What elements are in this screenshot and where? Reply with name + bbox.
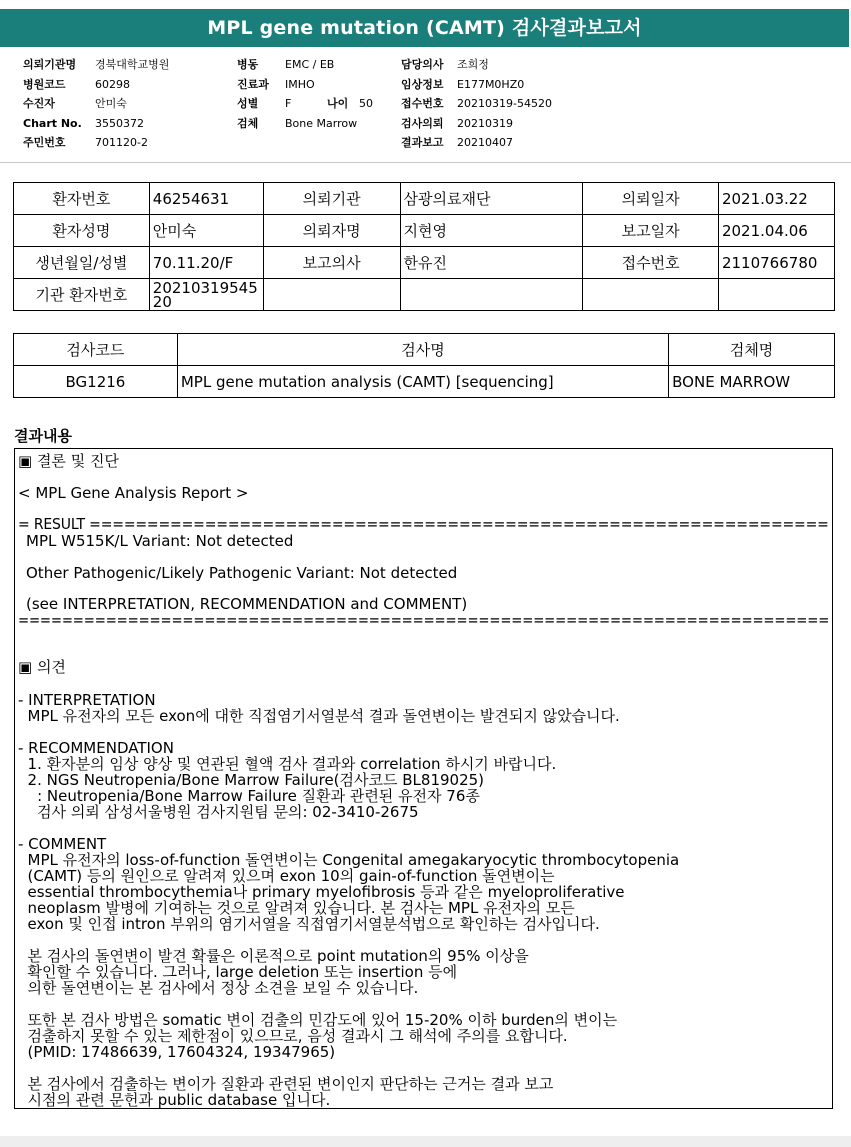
header-value: Bone Marrow xyxy=(285,116,358,130)
test-name-cell: MPL gene mutation analysis (CAMT) [sequencing] xyxy=(177,366,668,398)
table-cell-label: 의뢰일자 xyxy=(583,183,719,215)
header-label: 검체 xyxy=(237,116,259,130)
header-value: 3550372 xyxy=(95,116,144,130)
comment-line: 본 검사의 돌연변이 발견 확률은 이론적으로 point mutation의 95% 이상을 xyxy=(18,947,529,965)
result-divider: = RESULT ================================================================ xyxy=(18,515,829,533)
table-cell-label: 보고의사 xyxy=(263,247,400,279)
header-accession-row xyxy=(401,94,552,114)
table-cell: 20210319545 20 xyxy=(149,279,263,311)
see-note: (see INTERPRETATION, RECOMMENDATION and COMMENT) xyxy=(26,595,468,613)
recommendation-line: : Neutropenia/Bone Marrow Failure 질환과 관련된 유전자 76종 xyxy=(18,787,480,805)
comment-heading: - COMMENT xyxy=(18,835,107,853)
table-cell-label: 의뢰자명 xyxy=(263,215,400,247)
table-cell: 한유진 xyxy=(400,247,583,279)
conclusion-heading: ▣ 결론 및 진단 xyxy=(18,452,119,470)
column-header: 검사코드 xyxy=(14,334,178,366)
header-doctor-row xyxy=(401,55,552,75)
header-label: 결과보고 xyxy=(401,136,444,149)
table-cell: 70.11.20/F xyxy=(149,247,263,279)
comment-line: (CAMT) 등의 원인으로 알려져 있으며 exon 10의 gain-of-function 돌연변이는 xyxy=(18,867,555,885)
test-code-cell: BG1216 xyxy=(14,366,178,398)
table-row xyxy=(14,215,835,247)
header-sex-row xyxy=(237,94,373,114)
header-patient-row xyxy=(23,94,169,114)
header-chart-row xyxy=(23,114,169,134)
header-label: 수진자 xyxy=(23,97,55,110)
header-clinical-row xyxy=(401,75,552,95)
header-hospital-code-row xyxy=(23,75,169,95)
double-divider: ========================================================================== xyxy=(18,611,830,629)
header-label: 성별 xyxy=(237,97,259,110)
comment-line: 검출하지 못할 수 있는 제한점이 있으므로, 음성 결과시 그 해석에 주의를 요합니다. xyxy=(18,1027,568,1045)
header-value: 701120-2 xyxy=(95,136,148,149)
header-value: 60298 xyxy=(95,77,130,91)
header-specimen-row xyxy=(237,114,373,134)
header-value: F xyxy=(285,97,292,110)
interpretation-heading: - INTERPRETATION xyxy=(18,691,156,709)
table-cell xyxy=(718,279,834,311)
comment-line: neoplasm 발병에 기여하는 것으로 알려져 있습니다. 본 검사는 MPL 유전자의 모든 xyxy=(18,899,575,917)
table-cell: 46254631 xyxy=(149,183,263,215)
header-request-row xyxy=(401,114,552,134)
table-cell-label: 의뢰기관 xyxy=(263,183,400,215)
comment-line: essential thrombocythemia나 primary myelofibrosis 등과 같은 myeloproliferative xyxy=(18,883,625,901)
header-value: 안미숙 xyxy=(95,97,127,110)
header-value: 조희정 xyxy=(457,58,489,71)
page-footer-strip xyxy=(0,1136,851,1147)
header-id-row xyxy=(23,133,169,153)
table-header-row xyxy=(14,334,835,366)
header-dept-row xyxy=(237,75,373,95)
header-value: E177M0HZ0 xyxy=(457,77,525,91)
table-cell xyxy=(263,279,400,311)
header-col2 xyxy=(237,55,373,133)
interpretation-text: MPL 유전자의 모든 exon에 대한 직접염기서열분석 결과 돌연변이는 발견되지 않았습니다. xyxy=(18,707,620,725)
header-value: 20210407 xyxy=(457,136,513,149)
header-report-row xyxy=(401,133,552,153)
age-value: 50 xyxy=(359,97,373,110)
comment-line: MPL 유전자의 loss-of-function 돌연변이는 Congenital amegakaryocytic thrombocytopenia xyxy=(18,851,680,869)
column-header: 검사명 xyxy=(177,334,668,366)
recommendation-line: 검사 의뢰 삼성서울병원 검사지원팀 문의: 02-3410-2675 xyxy=(18,803,419,821)
header-value: 20210319-54520 xyxy=(457,97,552,110)
pmid-line: (PMID: 17486639, 17604324, 19347965) xyxy=(18,1043,336,1061)
header-label: 의뢰기관명 xyxy=(23,58,77,71)
opinion-heading: ▣ 의견 xyxy=(18,658,66,676)
table-cell: 2110766780 xyxy=(718,247,834,279)
result-section-title: 결과내용 xyxy=(14,427,72,445)
comment-line: 시점의 관련 문헌과 public database 입니다. xyxy=(18,1091,331,1109)
specimen-cell: BONE MARROW xyxy=(669,366,835,398)
recommendation-line: 1. 환자분의 임상 양상 및 연관된 혈액 검사 결과와 correlation 하시기 바랍니다. xyxy=(18,755,557,773)
header-value: 20210319 xyxy=(457,116,513,130)
table-cell-label: 보고일자 xyxy=(583,215,719,247)
table-cell-label: 기관 환자번호 xyxy=(14,279,150,311)
header-value: 경북대학교병원 xyxy=(95,58,170,71)
table-row xyxy=(14,247,835,279)
header-value: EMC / EB xyxy=(285,58,335,71)
header-col3 xyxy=(401,55,552,153)
column-header: 검체명 xyxy=(669,334,835,366)
table-cell xyxy=(583,279,719,311)
table-cell: 2021.04.06 xyxy=(718,215,834,247)
header-ward-row xyxy=(237,55,373,75)
recommendation-line: 2. NGS Neutropenia/Bone Marrow Failure(검사코드 BL819025) xyxy=(18,771,485,789)
table-row xyxy=(14,366,835,398)
table-cell: 2021.03.22 xyxy=(718,183,834,215)
comment-line: 의한 돌연변이는 본 검사에서 정상 소견을 보일 수 있습니다. xyxy=(18,979,419,997)
table-cell: 삼광의료재단 xyxy=(400,183,583,215)
header-label: 담당의사 xyxy=(401,58,444,71)
comment-line: 본 검사에서 검출하는 변이가 질환과 관련된 변이인지 판단하는 근거는 결과 보고 xyxy=(18,1075,554,1093)
comment-line: 또한 본 검사 방법은 somatic 변이 검출의 민감도에 있어 15-20% 이하 burden의 변이는 xyxy=(18,1011,618,1029)
header-label: 병동 xyxy=(237,58,259,71)
age-label: 나이 xyxy=(327,97,349,110)
table-row xyxy=(14,279,835,311)
report-title: MPL gene mutation (CAMT) 검사결과보고서 xyxy=(0,9,849,47)
table-cell-label: 환자성명 xyxy=(14,215,150,247)
patient-info-table xyxy=(13,182,835,311)
comment-line: exon 및 인접 intron 부위의 염기서열을 직접염기서열분석법으로 확인하는 검사입니다. xyxy=(18,915,600,933)
header-label: Chart No. xyxy=(23,116,82,130)
variant-other: Other Pathogenic/Likely Pathogenic Variant: Not detected xyxy=(26,564,458,582)
recommendation-heading: - RECOMMENDATION xyxy=(18,739,174,757)
header-label: 접수번호 xyxy=(401,97,444,110)
table-cell: 안미숙 xyxy=(149,215,263,247)
table-cell-label: 환자번호 xyxy=(14,183,150,215)
table-cell: 지현영 xyxy=(400,215,583,247)
comment-line: 확인할 수 있습니다. 그러나, large deletion 또는 insertion 등에 xyxy=(18,963,458,981)
test-info-table xyxy=(13,333,835,398)
table-row xyxy=(14,183,835,215)
variant-mpl: MPL W515K/L Variant: Not detected xyxy=(26,532,294,550)
table-cell-label: 생년월일/성별 xyxy=(14,247,150,279)
table-cell-label: 접수번호 xyxy=(583,247,719,279)
header-label: 진료과 xyxy=(237,77,269,91)
header-label: 주민번호 xyxy=(23,136,66,149)
header-label: 병원코드 xyxy=(23,77,66,91)
header-hospital-row xyxy=(23,55,169,75)
analysis-title: < MPL Gene Analysis Report > xyxy=(18,484,249,502)
header-col1 xyxy=(23,55,169,153)
header-label: 임상정보 xyxy=(401,77,444,91)
table-cell xyxy=(400,279,583,311)
header-label: 검사의뢰 xyxy=(401,116,444,130)
header-value: IMHO xyxy=(285,77,315,91)
header-divider xyxy=(0,162,851,163)
